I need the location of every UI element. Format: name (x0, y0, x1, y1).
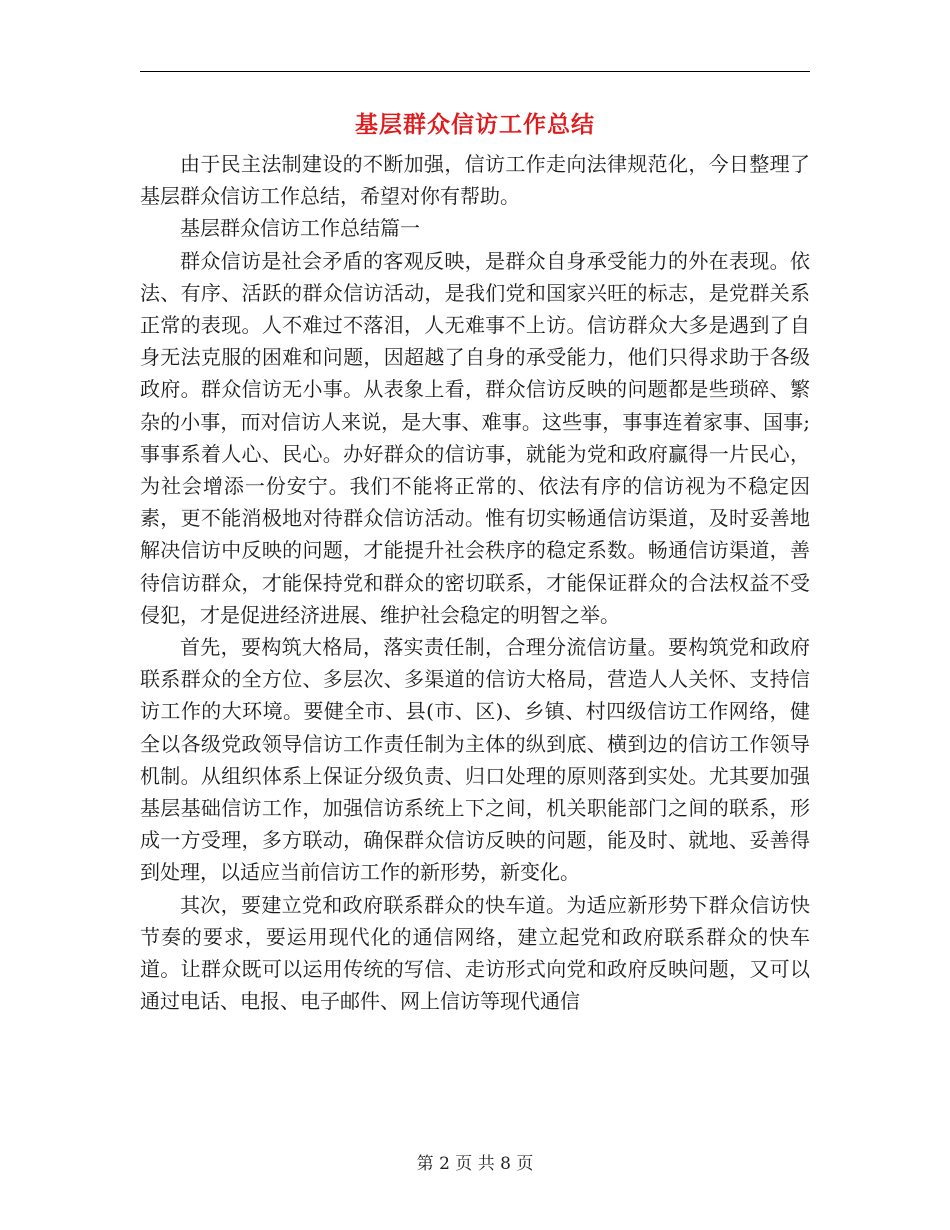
document-title: 基层群众信访工作总结 (355, 111, 595, 138)
body-paragraph: 首先，要构筑大格局，落实责任制，合理分流信访量。要构筑党和政府联系群众的全方位、多层次、多渠道的信访大格局，营造人人关怀、支持信访工作的大环境。要健全市、县(市、区)、乡镇、村四级信访工作网络，健全以各级党政领导信访工作责任制为主体的纵到底、横到边的信访工作领导机制。从组织体系上保证分级负责、归口处理的原则落到实处。尤其要加强基层基础信访工作，加强信访系统上下之间，机关职能部门之间的联系，形成一方受理，多方联动，确保群众信访反映的问题，能及时、就地、妥善得到处理，以适应当前信访工作的新形势，新变化。 (140, 635, 810, 885)
body-paragraph: 其次，要建立党和政府联系群众的快车道。为适应新形势下群众信访快节奏的要求，要运用现代化的通信网络，建立起党和政府联系群众的快车道。让群众既可以运用传统的写信、走访形式向党和政府反映问题，又可以通过电话、电报、电子邮件、网上信访等现代通信 (140, 892, 810, 1014)
section-heading: 基层群众信访工作总结篇一 (180, 216, 420, 241)
document-body (140, 148, 810, 1017)
header-rule (140, 71, 810, 72)
page-number-footer: 第 2 页 共 8 页 (416, 1154, 534, 1174)
intro-paragraph: 由于民主法制建设的不断加强，信访工作走向法律规范化，今日整理了基层群众信访工作总结，希望对你有帮助。 (140, 152, 810, 209)
body-paragraph: 群众信访是社会矛盾的客观反映，是群众自身承受能力的外在表现。依法、有序、活跃的群众信访活动，是我们党和国家兴旺的标志，是党群关系正常的表现。人不难过不落泪，人无难事不上访。信访群众大多是遇到了自身无法克服的困难和问题，因超越了自身的承受能力，他们只得求助于各级政府。群众信访无小事。从表象上看，群众信访反映的问题都是些琐碎、繁杂的小事，而对信访人来说，是大事、难事。这些事，事事连着家事、国事;事事系着人心、民心。办好群众的信访事，就能为党和政府赢得一片民心，为社会增添一份安宁。我们不能将正常的、依法有序的信访视为不稳定因素，更不能消极地对待群众信访活动。惟有切实畅通信访渠道，及时妥善地解决信访中反映的问题，才能提升社会秩序的稳定系数。畅通信访渠道，善待信访群众，才能保持党和群众的密切联系，才能保证群众的合法权益不受侵犯，才是促进经济进展、维护社会稳定的明智之举。 (140, 248, 810, 627)
